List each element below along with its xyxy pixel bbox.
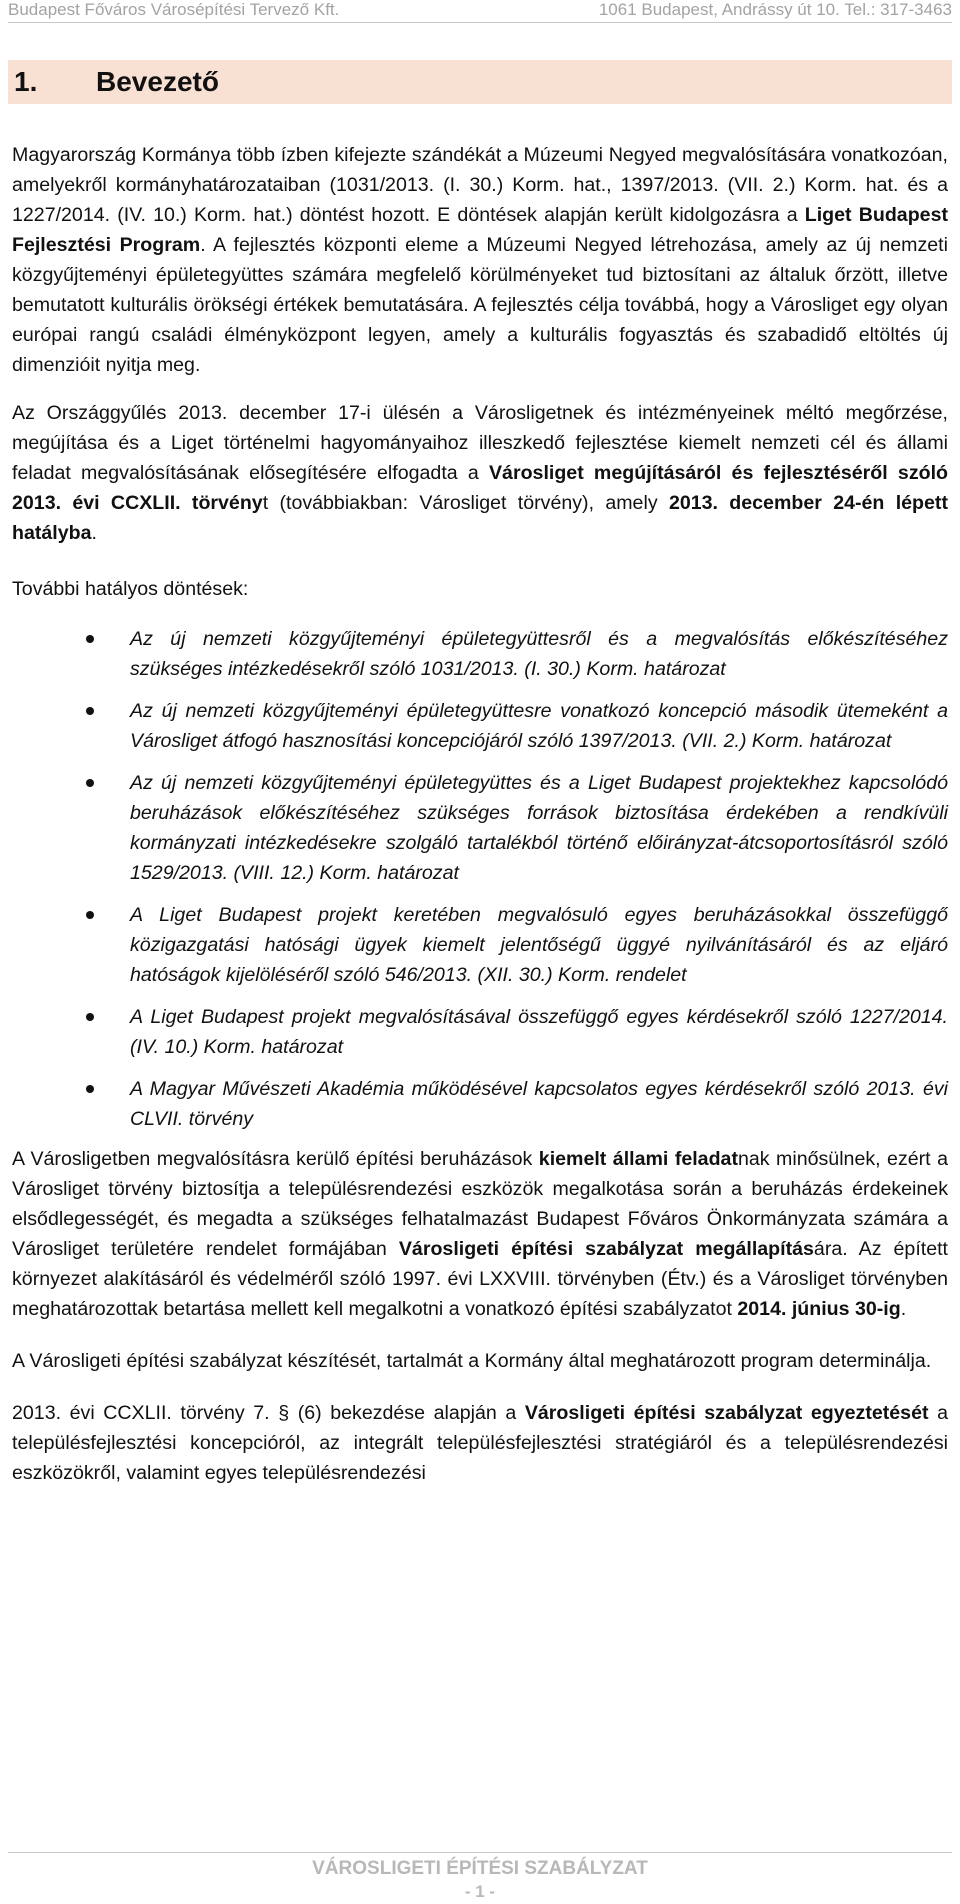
list-item-text: A Liget Budapest projekt keretében megvalósuló egyes beruházásokkal összefüggő közigazgatási hatósági ügyek kiemelt jelentőségű üggyé nyilvánításáról és az eljáró hatóságok kijelöléséről szóló 546/2013. (XII. 30.) Korm. rendelet: [130, 904, 948, 986]
list-item-text: A Magyar Művészeti Akadémia működésével kapcsolatos egyes kérdésekről szóló 2013. évi CLVII. törvény: [130, 1078, 948, 1130]
list-item-text: Az új nemzeti közgyűjteményi épületegyüttesről és a megvalósítás előkészítéséhez szükséges intézkedésekről szóló 1031/2013. (I. 30.) Korm. határozat: [130, 628, 948, 680]
text-run: a településfejlesztési koncepcióról, az integrált településfejlesztési stratégiáról és a településrendezési eszközökről, valamint egyes településrendezési: [12, 1402, 948, 1484]
list-item: [130, 624, 948, 684]
section-number: 1.: [14, 66, 38, 97]
section-title: Bevezető: [96, 66, 219, 97]
text-run: .: [91, 522, 97, 544]
text-run: .: [900, 1298, 907, 1320]
page-number: - 1 -: [464, 1882, 496, 1901]
list-item: [130, 1074, 948, 1134]
page-header: [8, 0, 952, 23]
bullet-icon: [86, 707, 94, 715]
bullet-icon: [86, 1013, 94, 1021]
list-item-text: A Liget Budapest projekt megvalósításával összefüggő egyes kérdésekről szóló 1227/2014. (IV. 10.) Korm. határozat: [130, 1006, 948, 1058]
footer-divider: [8, 1852, 952, 1853]
list-item: [130, 768, 948, 888]
text-run: 2013. évi CCXLII. törvény 7. § (6) bekezdése alapján a: [12, 1402, 525, 1424]
paragraph-program: A Városligeti építési szabályzat készítését, tartalmát a Kormány által meghatározott program determinálja.: [12, 1350, 932, 1372]
bullet-icon: [86, 1085, 94, 1093]
list-item-text: Az új nemzeti közgyűjteményi épületegyüttes és a Liget Budapest projektekhez kapcsolódó beruházások előkészítéséhez szükséges források biztosítása érdekében a rendkívüli kormányzati intézkedésekre szolgáló tartalékból történő előirányzat-átcsoportosításról szóló 1529/2013. (VIII. 12.) Korm. határozat: [130, 772, 948, 884]
footer-title: VÁROSLIGETI ÉPÍTÉSI SZABÁLYZAT: [312, 1858, 648, 1879]
bold-consultation: Városligeti építési szabályzat egyeztetését: [524, 1402, 929, 1424]
section-heading: [8, 60, 952, 104]
bold-effective-date: 2013. december 24-én lépett hatályba: [12, 492, 948, 544]
bold-regulation-name: Városligeti építési szabályzat megállapítás: [398, 1238, 814, 1260]
paragraph-parliament: [12, 398, 948, 548]
text-run: t (továbbiakban: Városliget törvény), amely: [262, 492, 669, 514]
text-run: Az Országgyűlés 2013. december 17-i ülésén a Városligetnek és intézményeinek méltó megőrzése, megújítása és a Liget történelmi hagyományaihoz illeszkedő fejlesztése kiemelt nemzeti cél és állami feladat megvalósításának elősegítésére elfogadta a: [12, 402, 948, 484]
decision-list: [12, 624, 948, 1134]
text-run: A Városligetben megvalósításra kerülő építési beruházások: [12, 1148, 539, 1170]
paragraph-intro: [12, 140, 948, 380]
bold-deadline: 2014. június 30-ig: [737, 1298, 901, 1320]
bullet-icon: [86, 911, 94, 919]
bold-program-name: Liget Budapest Fejlesztési Program: [12, 204, 948, 256]
list-item-text: Az új nemzeti közgyűjteményi épületegyüttesre vonatkozó koncepció második ütemeként a Városliget átfogó hasznosítási koncepciójáról szóló 1397/2013. (VII. 2.) Korm. határozat: [130, 700, 948, 752]
text-run: nak minősülnek, ezért a Városliget törvény biztosítja a településrendezési eszközök megalkotása során a beruházás érdekeinek elsődlegességét, és megadta a szükséges felhatalmazást Budapest Főváros Önkormányzata számára a Városliget területére rendelet formájában: [12, 1148, 948, 1260]
text-run: ára. Az épített környezet alakításáról és védelméről szóló 1997. évi LXXVIII. törvényben (Étv.) és a Városliget törvényben meghatározottak betartása mellett kell megalkotni a vonatkozó építési szabályzatot: [12, 1238, 948, 1320]
further-decisions-label: További hatályos döntések:: [12, 578, 249, 600]
text-run: . A fejlesztés központi eleme a Múzeumi Negyed létrehozása, amely az új nemzeti közgyűjteményi épületegyüttes számára megfelelő körülményeket tud biztosítani az általuk őrzött, illetve bemutatott kulturális örökségi értékek bemutatására. A fejlesztés célja továbbá, hogy a Városliget egy olyan európai rangú családi élményközpont legyen, amely a kulturális fogyasztás és szabadidő eltöltés új dimenzióit nyitja meg.: [12, 234, 948, 376]
bullet-icon: [86, 779, 94, 787]
paragraph-consultation: [12, 1398, 948, 1488]
bullet-icon: [86, 635, 94, 643]
paragraph-state-task: [12, 1144, 948, 1324]
bold-state-task: kiemelt állami feladat: [538, 1148, 738, 1170]
text-run: Magyarország Kormánya több ízben kifejezte szándékát a Múzeumi Negyed megvalósítására vonatkozóan, amelyekről kormányhatározataiban (1031/2013. (I. 30.) Korm. hat., 1397/2013. (VII. 2.) Korm. hat. és a 1227/2014. (IV. 10.) Korm. hat.) döntést hozott. E döntések alapján került kidolgozásra a: [12, 144, 948, 226]
list-item: [130, 1002, 948, 1062]
bold-law-title: Városliget megújításáról és fejlesztéséről szóló 2013. évi CCXLII. törvény: [12, 462, 948, 514]
list-item: [130, 696, 948, 756]
list-item: [130, 900, 948, 990]
header-organization: Budapest Főváros Városépítési Tervező Kft.: [8, 0, 340, 19]
header-address: 1061 Budapest, Andrássy út 10. Tel.: 317-3463: [598, 0, 952, 19]
document-body: [12, 140, 948, 1488]
